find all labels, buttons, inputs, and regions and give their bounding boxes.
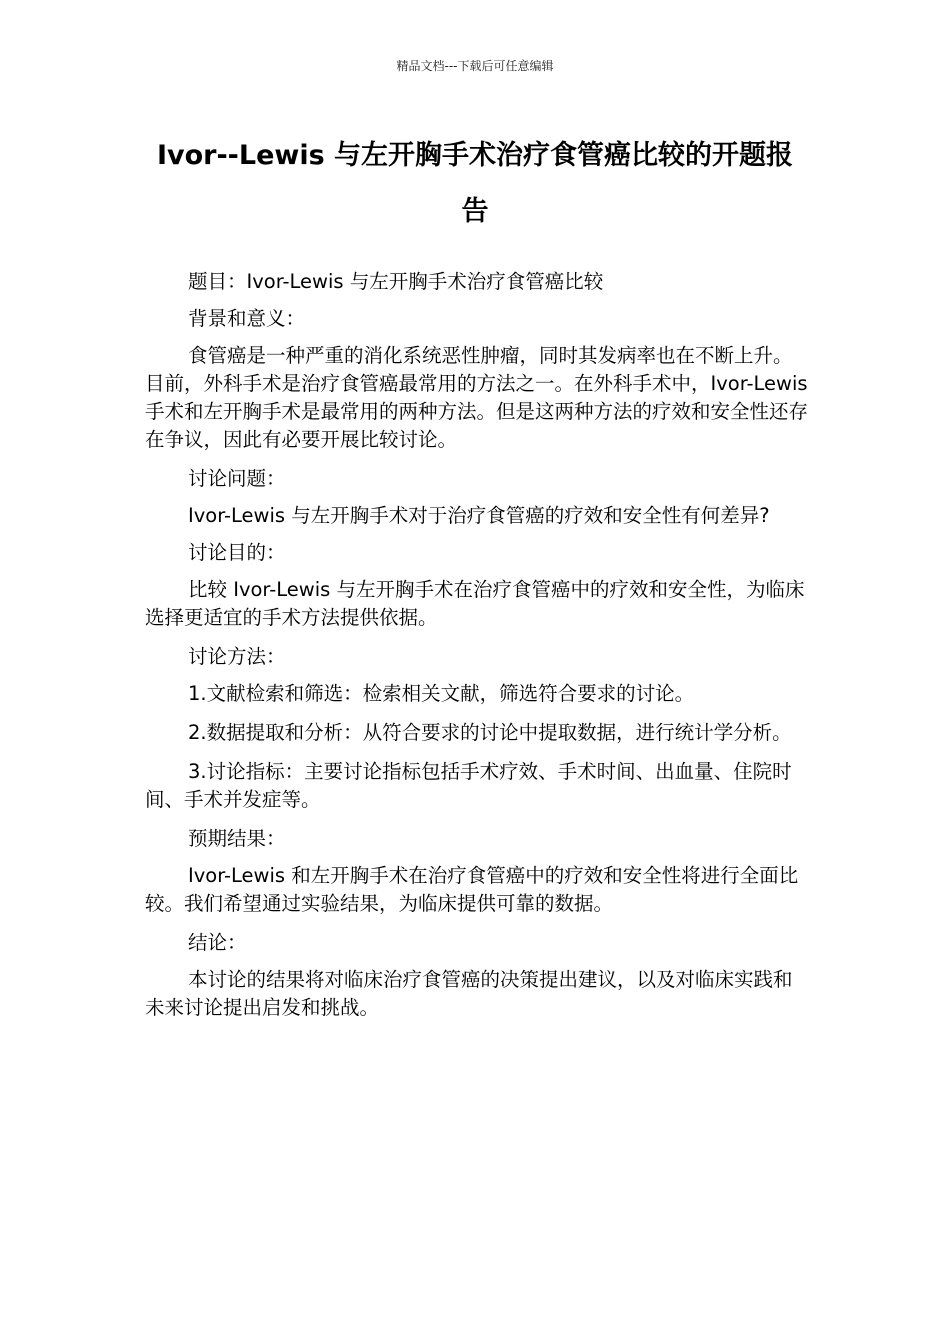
document-title: Ivor--Lewis 与左开胸手术治疗食管癌比较的开题报告 <box>156 140 794 227</box>
section-heading-method: 讨论方法： <box>188 645 286 668</box>
section-heading-background: 背景和意义： <box>188 307 306 330</box>
section-heading-question: 讨论问题： <box>188 467 286 490</box>
method-item-1: 1.文献检索和筛选：检索相关文献，筛选符合要求的讨论。 <box>188 682 695 705</box>
background-paragraph: 食管癌是一种严重的消化系统恶性肿瘤，同时其发病率也在不断上升。目前，外科手术是治疗食管癌最常用的方法之一。在外科手术中，Ivor-Lewis 手术和左开胸手术是最常用的两种方法。但是这两种方法的疗效和安全性还存在争议，因此有必要开展比较讨论。 <box>145 344 809 451</box>
conclusion-paragraph: 本讨论的结果将对临床治疗食管癌的决策提出建议，以及对临床实践和未来讨论提出启发和挑战。 <box>145 968 793 1019</box>
section-heading-expected: 预期结果： <box>188 827 286 850</box>
document-body <box>145 268 810 1033</box>
expected-paragraph: Ivor-Lewis 和左开胸手术在治疗食管癌中的疗效和安全性将进行全面比较。我们希望通过实验结果，为临床提供可靠的数据。 <box>145 864 799 915</box>
question-paragraph: Ivor-Lewis 与左开胸手术对于治疗食管癌的疗效和安全性有何差异? <box>188 504 770 527</box>
method-item-3: 3.讨论指标：主要讨论指标包括手术疗效、手术时间、出血量、住院时间、手术并发症等。 <box>145 760 792 811</box>
header-note: 精品文档---下载后可任意编辑 <box>396 59 554 73</box>
section-heading-conclusion: 结论： <box>188 931 247 954</box>
section-heading-purpose: 讨论目的： <box>188 541 286 564</box>
topic-line: 题目：Ivor-Lewis 与左开胸手术治疗食管癌比较 <box>188 270 604 293</box>
method-item-2: 2.数据提取和分析：从符合要求的讨论中提取数据，进行统计学分析。 <box>188 721 792 744</box>
purpose-paragraph: 比较 Ivor-Lewis 与左开胸手术在治疗食管癌中的疗效和安全性，为临床选择更适宜的手术方法提供依据。 <box>145 578 805 629</box>
